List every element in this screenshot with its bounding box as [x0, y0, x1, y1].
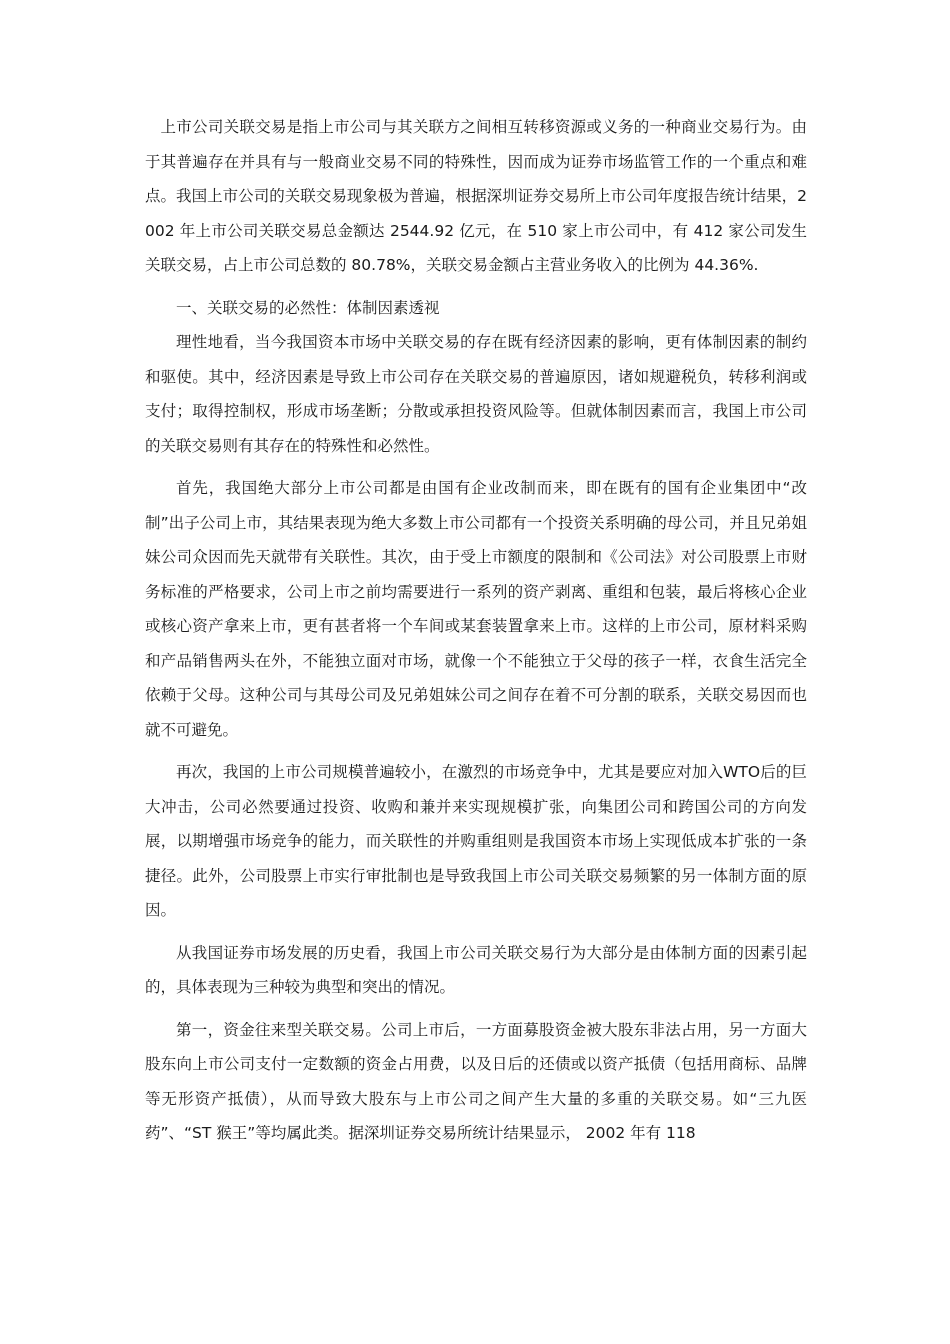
paragraph-intro: 上市公司关联交易是指上市公司与其关联方之间相互转移资源或义务的一种商业交易行为。由于其普遍存在并具有与一般商业交易不同的特殊性，因而成为证券市场监管工作的一个重点和难点。我国上市公司的关联交易现象极为普遍，根据深圳证券交易所上市公司年度报告统计结果，2002 年上市公司关联交易总金额达 2544.92 亿元，在 510 家上市公司中，有 412 家公司发生关联交易，占上市公司总数的 80.78%，关联交易金额占主营业务收入的比例为 44.36%. [145, 118, 807, 274]
document-body [145, 110, 807, 1159]
paragraph-first-reason: 首先，我国绝大部分上市公司都是由国有企业改制而来，即在既有的国有企业集团中“改制”出子公司上市，其结果表现为绝大多数上市公司都有一个投资关系明确的母公司，并且兄弟姐妹公司众因而先天就带有关联性。其次，由于受上市额度的限制和《公司法》对公司股票上市财务标准的严格要求，公司上市之前均需要进行一系列的资产剥离、重组和包装，最后将核心企业或核心资产拿来上市，更有甚者将一个车间或某套装置拿来上市。这样的上市公司，原材料采购和产品销售两头在外，不能独立面对市场，就像一个不能独立于父母的孩子一样，衣食生活完全依赖于父母。这种公司与其母公司及兄弟姐妹公司之间存在着不可分割的联系，关联交易因而也就不可避免。 [145, 479, 807, 739]
section-heading: 一、关联交易的必然性：体制因素透视 [176, 298, 440, 317]
paragraph-second-reason: 再次，我国的上市公司规模普遍较小，在激烈的市场竞争中，尤其是要应对加入WTO后的巨大冲击，公司必然要通过投资、收购和兼并来实现规模扩张，向集团公司和跨国公司的方向发展，以期增强市场竞争的能力，而关联性的并购重组则是我国资本市场上实现低成本扩张的一条捷径。此外，公司股票上市实行审批制也是导致我国上市公司关联交易频繁的另一体制方面的原因。 [145, 763, 807, 919]
paragraph-rational-view: 理性地看，当今我国资本市场中关联交易的存在既有经济因素的影响，更有体制因素的制约和驱使。其中，经济因素是导致上市公司存在关联交易的普遍原因，诸如规避税负，转移利润或支付；取得控制权，形成市场垄断；分散或承担投资风险等。但就体制因素而言，我国上市公司的关联交易则有其存在的特殊性和必然性。 [145, 333, 807, 455]
paragraph-capital-flow: 第一，资金往来型关联交易。公司上市后，一方面募股资金被大股东非法占用，另一方面大股东向上市公司支付一定数额的资金占用费，以及日后的还债或以资产抵债（包括用商标、品牌等无形资产抵债），从而导致大股东与上市公司之间产生大量的多重的关联交易。如“三九医药”、“ST 猴王”等均属此类。据深圳证券交易所统计结果显示， 2002 年有 118 [145, 1020, 807, 1142]
paragraph-history: 从我国证券市场发展的历史看，我国上市公司关联交易行为大部分是由体制方面的因素引起的，具体表现为三种较为典型和突出的情况。 [145, 943, 807, 996]
